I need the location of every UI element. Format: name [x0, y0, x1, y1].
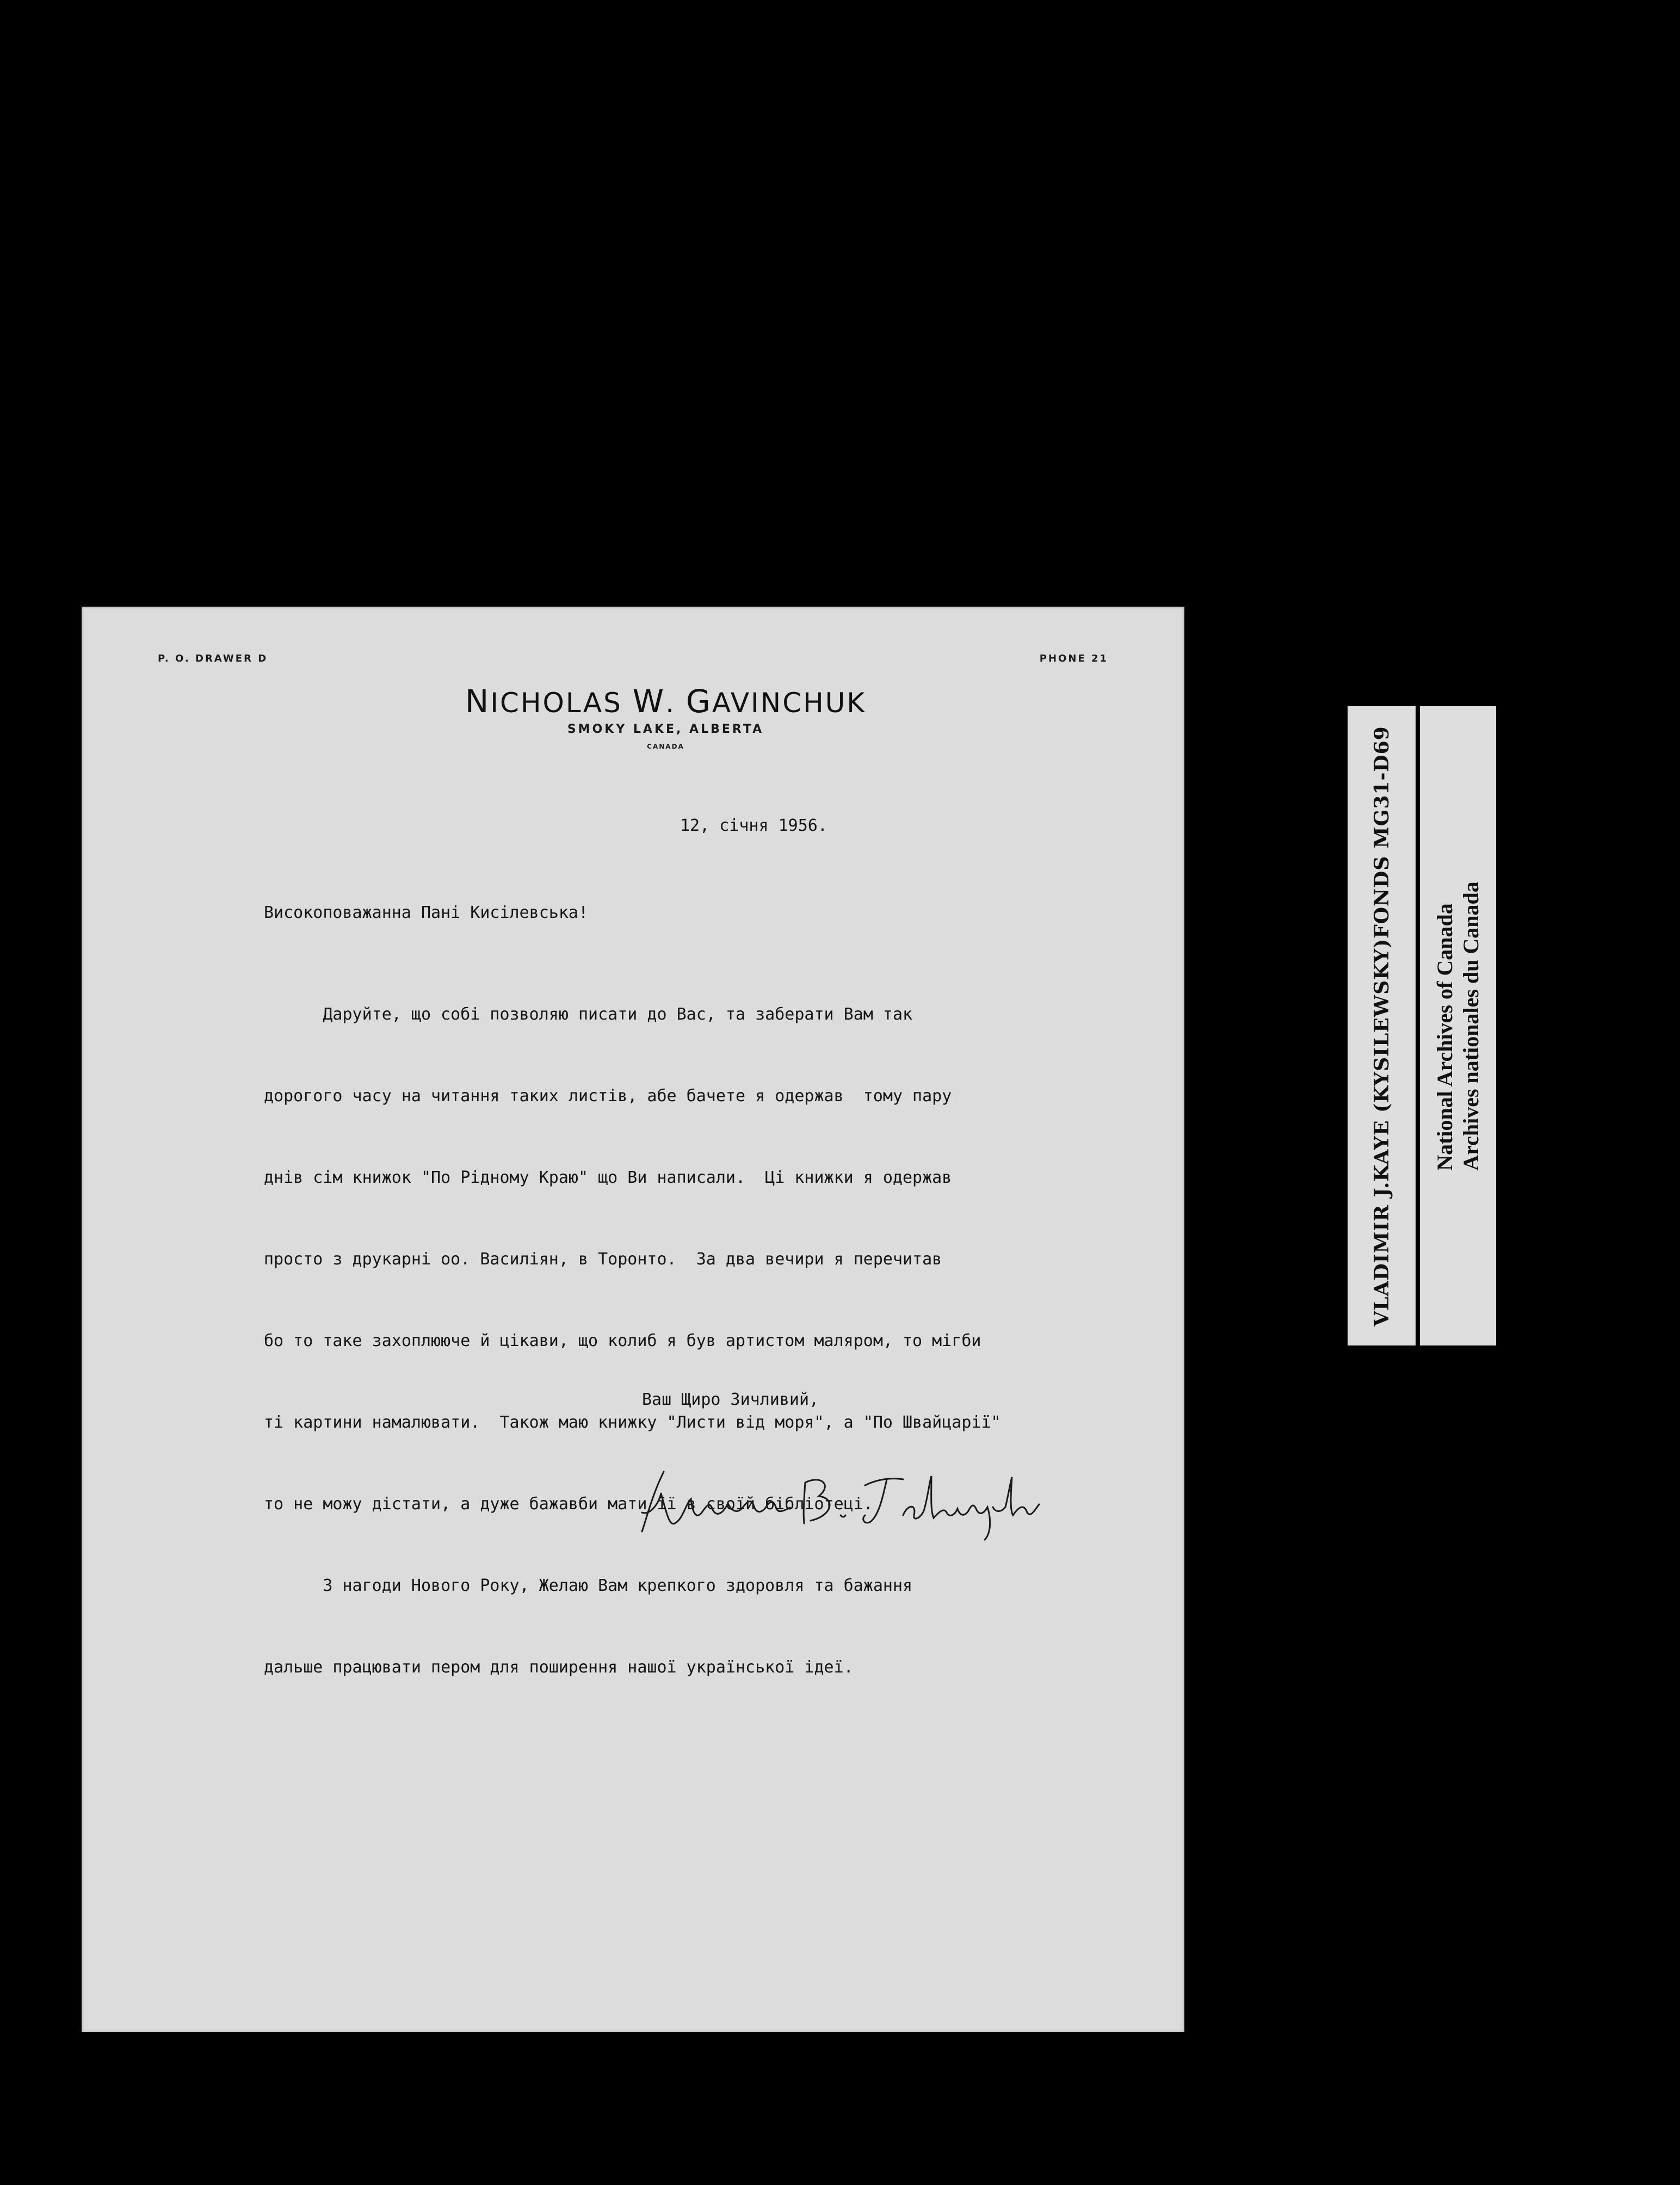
archive-institution-strip — [1420, 706, 1496, 1345]
archives-label-fr: Archives nationales du Canada — [1459, 881, 1483, 1171]
archive-fonds-strip — [1348, 706, 1416, 1345]
archives-label-en: National Archives of Canada — [1432, 903, 1457, 1171]
body-line: бо то таке захоплююче й цікави, що колиб я був артистом маляром, то мігби — [264, 1331, 981, 1350]
letter-date: 12, січня 1956. — [680, 816, 827, 835]
letter-body — [264, 955, 1001, 1727]
letter-page — [82, 607, 1184, 2032]
letterhead-country: CANADA — [647, 743, 684, 750]
body-line: З нагоди Нового Року, Желаю Вам крепкого здоровля та бажання — [264, 1576, 913, 1595]
body-line: дальше працювати пером для поширення нашої української ідеї. — [264, 1658, 854, 1677]
phone-number: PHONE 21 — [1039, 653, 1108, 664]
letter-salutation: Високоповажанна Пані Кисілевська! — [264, 903, 589, 922]
body-line: дорогого часу на читання таких листів, абе бачете я одержав тому пару — [264, 1087, 952, 1106]
letterhead-city: SMOKY LAKE, ALBERTA — [567, 723, 764, 736]
body-line: просто з друкарні оо. Василіян, в Торонто. За два вечири я перечитав — [264, 1250, 942, 1269]
body-line: ті картини намалювати. Також маю книжку "Листи від моря", а "По Швайцарії" — [264, 1413, 1001, 1432]
handwritten-signature — [631, 1461, 1045, 1542]
archives-label — [1432, 881, 1484, 1171]
fonds-label: VLADIMIR J.KAYE (KYSILEWSKY)FONDS MG31-D69 — [1370, 725, 1393, 1326]
body-line: днів сім книжок "По Рідному Краю" що Ви написали. Ці книжки я одержав — [264, 1168, 952, 1187]
letterhead-name: NICHOLAS W. GAVINCHUK — [465, 683, 867, 720]
body-line: то не можу дістати, а дуже бажавби мати її в своїй бібліотеці. — [264, 1495, 873, 1514]
letter-closing: Ваш Щиро Зичливий, — [642, 1390, 819, 1409]
po-drawer: P. O. DRAWER D — [158, 653, 268, 664]
body-line: Даруйте, що собі позволяю писати до Вас, та заберати Вам так — [264, 1005, 913, 1024]
